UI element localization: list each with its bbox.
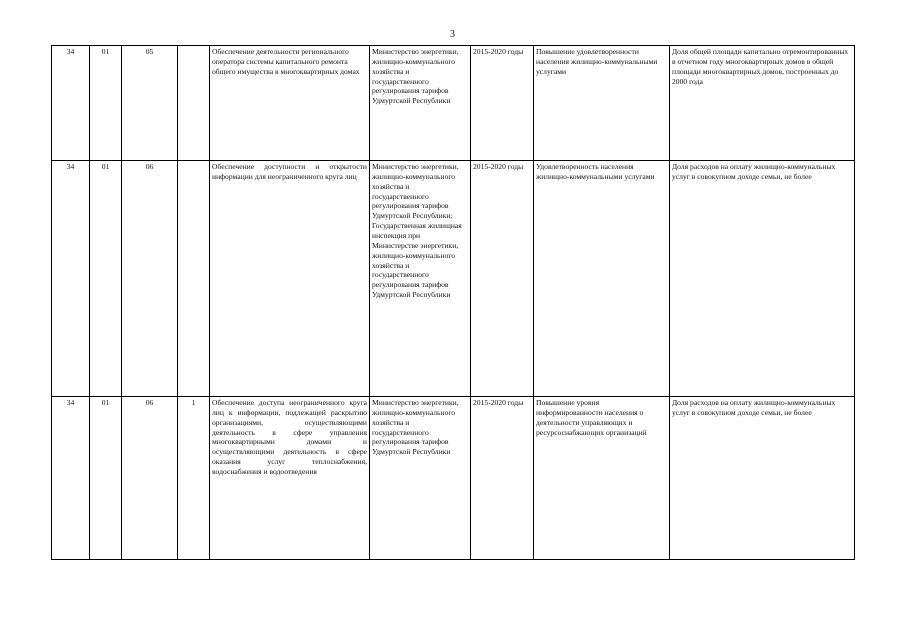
code-gp-cell: 34 xyxy=(52,46,90,161)
code-pp-cell: 01 xyxy=(90,161,122,397)
code-m-cell xyxy=(178,46,210,161)
code-m-cell: 1 xyxy=(178,397,210,560)
indicator-cell: Доля расходов на оплату жилищно-коммунальных услуг в совокупном доходе семьи, не более xyxy=(670,397,855,560)
code-gp-cell: 34 xyxy=(52,397,90,560)
activity-name-cell: Обеспечение деятельности регионального оператора системы капитального ремонта общего имущества в многоквартирных домах xyxy=(210,46,370,161)
code-om-cell: 05 xyxy=(122,46,178,161)
table-row xyxy=(52,46,855,161)
indicator-cell: Доля общей площади капитально отремонтированных в отчетном году многоквартирных домов в общей площади многоквартирных домов, построенных до 2000 года xyxy=(670,46,855,161)
activity-name-cell: Обеспечение доступа неограниченного круга лиц к информации, подлежащей раскрытию организациями, осуществляющими деятельность в сфере управления многоквартирными домами и осуществляющими деятельность в сфере оказания услуг теплоснабжения, водоснабжения и водоотведения xyxy=(210,397,370,560)
indicator-cell: Доля расходов на оплату жилищно-коммунальных услуг в совокупном доходе семьи, не более xyxy=(670,161,855,397)
expected-result-cell: Удовлетворенность населения жилищно-коммунальными услугами xyxy=(534,161,670,397)
activity-name-cell: Обеспечение доступности и открытости информации для неограниченного круга лиц xyxy=(210,161,370,397)
expected-result-cell: Повышение уровня информированности населения о деятельности управляющих и ресурсоснабжающих организаций xyxy=(534,397,670,560)
code-pp-cell: 01 xyxy=(90,397,122,560)
period-cell: 2015-2020 годы xyxy=(471,397,534,560)
table-row xyxy=(52,397,855,560)
program-activities-table xyxy=(51,45,855,560)
code-om-cell: 06 xyxy=(122,397,178,560)
period-cell: 2015-2020 годы xyxy=(471,161,534,397)
table-row xyxy=(52,161,855,397)
code-gp-cell: 34 xyxy=(52,161,90,397)
period-cell: 2015-2020 годы xyxy=(471,46,534,161)
code-pp-cell: 01 xyxy=(90,46,122,161)
code-m-cell xyxy=(178,161,210,397)
executor-cell: Министерство энергетики, жилищно-коммунального хозяйства и государственного регулирования тарифов Удмуртской Республики xyxy=(370,397,471,560)
executor-cell: Министерство энергетики, жилищно-коммунального хозяйства и государственного регулирования тарифов Удмуртской Республики; Государственная жилищная инспекция при Министерстве энергетики, жилищно-коммунального хозяйства и государственного регулирования тарифов Удмуртской Республики xyxy=(370,161,471,397)
executor-cell: Министерство энергетики, жилищно-коммунального хозяйства и государственного регулирования тарифов Удмуртской Республики xyxy=(370,46,471,161)
code-om-cell: 06 xyxy=(122,161,178,397)
expected-result-cell: Повышение удовлетворенности населения жилищно-коммунальными услугами xyxy=(534,46,670,161)
page-number: 3 xyxy=(450,29,455,40)
